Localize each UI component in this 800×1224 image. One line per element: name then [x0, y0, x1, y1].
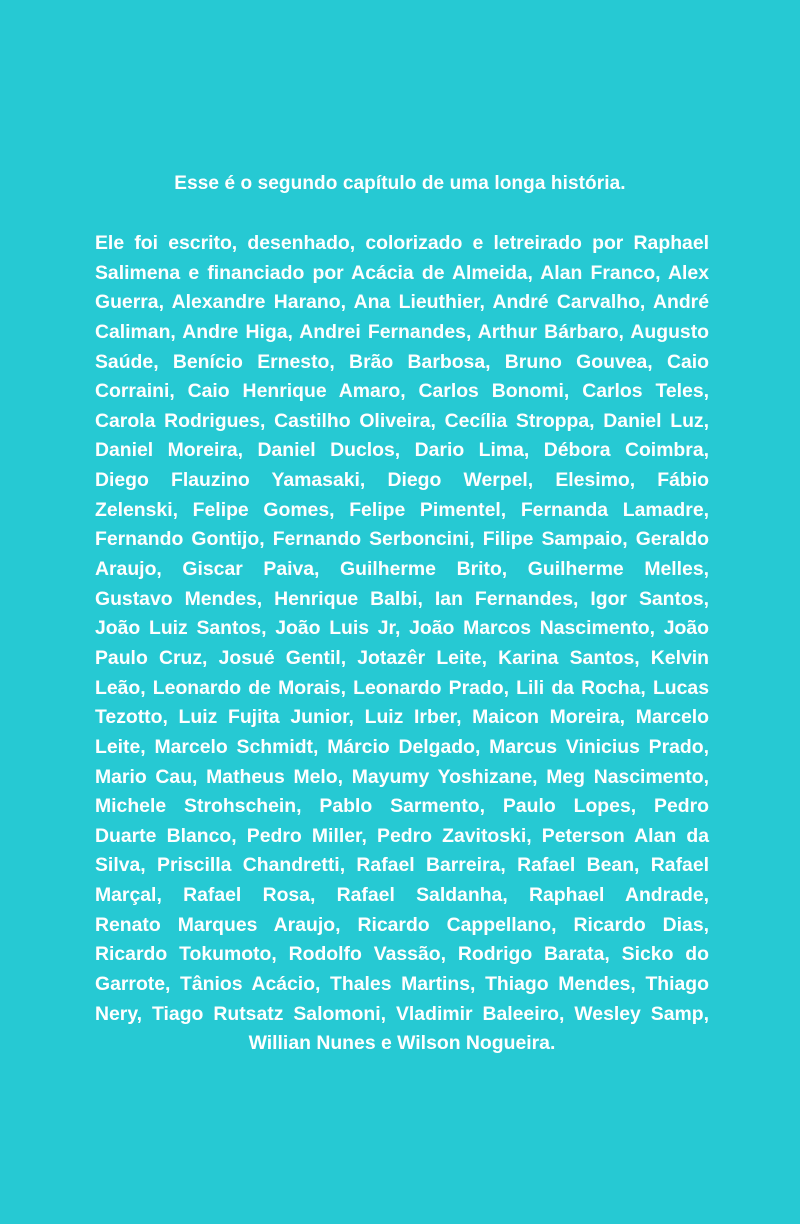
credits-line: Salimena e financiado por Acácia de Almeida, Alan Franco, Alex: [95, 261, 709, 284]
credits-line: Diego Flauzino Yamasaki, Diego Werpel, Elesimo, Fábio: [95, 469, 709, 492]
credits-line: Michele Strohschein, Pablo Sarmento, Paulo Lopes, Pedro: [95, 795, 709, 818]
credits-line: Duarte Blanco, Pedro Miller, Pedro Zavitoski, Peterson Alan da: [95, 824, 709, 847]
credits-line: Daniel Moreira, Daniel Duclos, Dario Lima, Débora Coimbra,: [95, 439, 709, 462]
credits-line: Saúde, Benício Ernesto, Brão Barbosa, Bruno Gouvea, Caio: [95, 350, 709, 373]
credits-line: Ele foi escrito, desenhado, colorizado e letreirado por Raphael: [95, 232, 709, 254]
credits-line: Gustavo Mendes, Henrique Balbi, Ian Fernandes, Igor Santos,: [95, 587, 709, 610]
credits-line: Mario Cau, Matheus Melo, Mayumy Yoshizane, Meg Nascimento,: [95, 765, 709, 788]
credits-line: Araujo, Giscar Paiva, Guilherme Brito, Guilherme Melles,: [95, 558, 709, 581]
credits-line: Caliman, Andre Higa, Andrei Fernandes, Arthur Bárbaro, Augusto: [95, 320, 709, 343]
credits-paragraph: [95, 229, 709, 1059]
credits-line: Garrote, Tânios Acácio, Thales Martins, Thiago Mendes, Thiago: [95, 973, 709, 996]
intro-text: Esse é o segundo capítulo de uma longa história.: [174, 173, 626, 194]
credits-line: Silva, Priscilla Chandretti, Rafael Barreira, Rafael Bean, Rafael: [95, 854, 709, 877]
credits-line: Zelenski, Felipe Gomes, Felipe Pimentel, Fernanda Lamadre,: [95, 498, 709, 521]
credits-line: Renato Marques Araujo, Ricardo Cappellano, Ricardo Dias,: [95, 913, 709, 936]
credits-line: Guerra, Alexandre Harano, Ana Lieuthier, André Carvalho, André: [95, 291, 709, 314]
credits-line: Leão, Leonardo de Morais, Leonardo Prado, Lili da Rocha, Lucas: [95, 676, 709, 699]
credits-line: Nery, Tiago Rutsatz Salomoni, Vladimir Baleeiro, Wesley Samp,: [95, 1002, 709, 1025]
credits-line: Fernando Gontijo, Fernando Serboncini, Filipe Sampaio, Geraldo: [95, 528, 709, 551]
credits-line: Carola Rodrigues, Castilho Oliveira, Cecília Stroppa, Daniel Luz,: [95, 409, 709, 432]
credits-line: Marçal, Rafael Rosa, Rafael Saldanha, Raphael Andrade,: [95, 884, 709, 907]
credits-line: Leite, Marcelo Schmidt, Márcio Delgado, Marcus Vinicius Prado,: [95, 735, 709, 758]
credits-line: Paulo Cruz, Josué Gentil, Jotazêr Leite, Karina Santos, Kelvin: [95, 646, 709, 669]
credits-line: Willian Nunes e Wilson Nogueira.: [248, 1032, 556, 1055]
credits-line: Corraini, Caio Henrique Amaro, Carlos Bonomi, Carlos Teles,: [95, 380, 709, 403]
credits-line: Ricardo Tokumoto, Rodolfo Vassão, Rodrigo Barata, Sicko do: [95, 943, 709, 966]
credits-line: João Luiz Santos, João Luis Jr, João Marcos Nascimento, João: [95, 617, 709, 640]
credits-line: Tezotto, Luiz Fujita Junior, Luiz Irber, Maicon Moreira, Marcelo: [95, 706, 709, 729]
